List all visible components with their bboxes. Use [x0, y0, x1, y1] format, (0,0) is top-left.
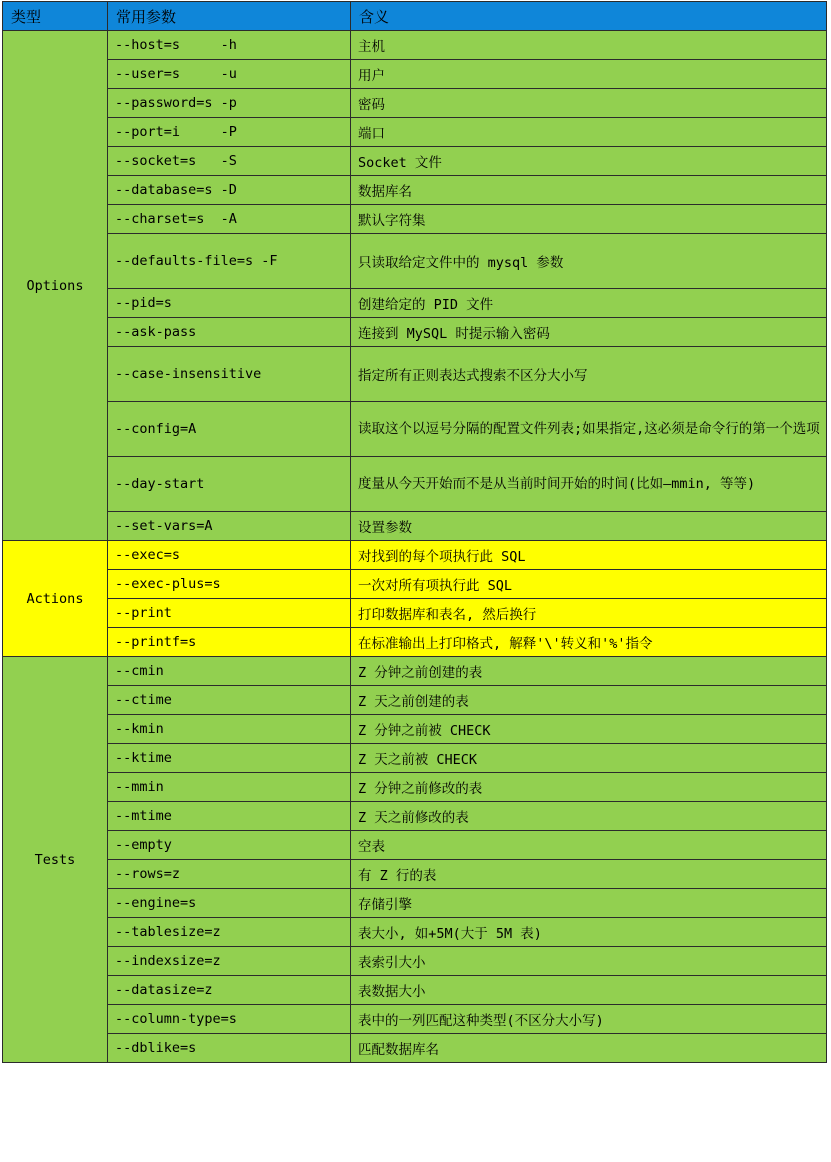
- table-row: [3, 686, 827, 715]
- param-cell: --rows=z: [108, 860, 351, 889]
- meaning-cell: 只读取给定文件中的 mysql 参数: [351, 234, 827, 289]
- table-row: [3, 802, 827, 831]
- meaning-cell: 主机: [351, 31, 827, 60]
- header-type: 类型: [3, 2, 108, 31]
- param-cell: --kmin: [108, 715, 351, 744]
- table-row: [3, 512, 827, 541]
- table-row: [3, 831, 827, 860]
- meaning-cell: 一次对所有项执行此 SQL: [351, 570, 827, 599]
- meaning-cell: 默认字符集: [351, 205, 827, 234]
- param-cell: --defaults-file=s -F: [108, 234, 351, 289]
- param-cell: --datasize=z: [108, 976, 351, 1005]
- table-row: [3, 402, 827, 457]
- param-cell: --host=s -h: [108, 31, 351, 60]
- table-row: [3, 60, 827, 89]
- meaning-cell: 在标准输出上打印格式, 解释'\'转义和'%'指令: [351, 628, 827, 657]
- header-param: 常用参数: [108, 2, 351, 31]
- meaning-cell: 有 Z 行的表: [351, 860, 827, 889]
- param-cell: --exec=s: [108, 541, 351, 570]
- table-row: [3, 318, 827, 347]
- param-cell: --user=s -u: [108, 60, 351, 89]
- meaning-cell: 读取这个以逗号分隔的配置文件列表;如果指定,这必须是命令行的第一个选项: [351, 402, 827, 457]
- mysql-find-options-table: [2, 1, 827, 1063]
- param-cell: --ctime: [108, 686, 351, 715]
- table-row: [3, 715, 827, 744]
- table-row: [3, 976, 827, 1005]
- meaning-cell: Z 天之前被 CHECK: [351, 744, 827, 773]
- param-cell: --print: [108, 599, 351, 628]
- meaning-cell: 密码: [351, 89, 827, 118]
- param-cell: --database=s -D: [108, 176, 351, 205]
- param-cell: --mtime: [108, 802, 351, 831]
- group-type-options: Options: [3, 31, 108, 541]
- meaning-cell: 打印数据库和表名, 然后换行: [351, 599, 827, 628]
- group-type-tests: Tests: [3, 657, 108, 1063]
- param-cell: --pid=s: [108, 289, 351, 318]
- table-row: [3, 457, 827, 512]
- table-row: [3, 89, 827, 118]
- param-cell: --engine=s: [108, 889, 351, 918]
- meaning-cell: Socket 文件: [351, 147, 827, 176]
- table-row: [3, 234, 827, 289]
- table-row: [3, 918, 827, 947]
- param-cell: --charset=s -A: [108, 205, 351, 234]
- param-cell: --day-start: [108, 457, 351, 512]
- param-cell: --empty: [108, 831, 351, 860]
- param-cell: --socket=s -S: [108, 147, 351, 176]
- param-cell: --case-insensitive: [108, 347, 351, 402]
- table-row: [3, 31, 827, 60]
- meaning-cell: 表中的一列匹配这种类型(不区分大小写): [351, 1005, 827, 1034]
- meaning-cell: 端口: [351, 118, 827, 147]
- meaning-cell: Z 分钟之前被 CHECK: [351, 715, 827, 744]
- table-row: [3, 118, 827, 147]
- meaning-cell: 用户: [351, 60, 827, 89]
- table-row: [3, 599, 827, 628]
- param-cell: --set-vars=A: [108, 512, 351, 541]
- meaning-cell: 空表: [351, 831, 827, 860]
- param-cell: --ask-pass: [108, 318, 351, 347]
- meaning-cell: 表大小, 如+5M(大于 5M 表): [351, 918, 827, 947]
- header-meaning: 含义: [351, 2, 827, 31]
- table-row: [3, 347, 827, 402]
- param-cell: --column-type=s: [108, 1005, 351, 1034]
- table-row: [3, 289, 827, 318]
- meaning-cell: Z 分钟之前创建的表: [351, 657, 827, 686]
- table-row: [3, 628, 827, 657]
- table-row: [3, 1005, 827, 1034]
- meaning-cell: 匹配数据库名: [351, 1034, 827, 1063]
- param-cell: --dblike=s: [108, 1034, 351, 1063]
- param-cell: --exec-plus=s: [108, 570, 351, 599]
- meaning-cell: Z 天之前修改的表: [351, 802, 827, 831]
- param-cell: --tablesize=z: [108, 918, 351, 947]
- param-cell: --config=A: [108, 402, 351, 457]
- meaning-cell: 度量从今天开始而不是从当前时间开始的时间(比如—mmin, 等等): [351, 457, 827, 512]
- table-row: [3, 860, 827, 889]
- header-row: [3, 2, 827, 31]
- param-cell: --indexsize=z: [108, 947, 351, 976]
- meaning-cell: 连接到 MySQL 时提示输入密码: [351, 318, 827, 347]
- param-cell: --mmin: [108, 773, 351, 802]
- table-row: [3, 176, 827, 205]
- table-row: [3, 147, 827, 176]
- param-cell: --port=i -P: [108, 118, 351, 147]
- table-row: [3, 657, 827, 686]
- meaning-cell: Z 分钟之前修改的表: [351, 773, 827, 802]
- table-row: [3, 773, 827, 802]
- table-row: [3, 570, 827, 599]
- param-cell: --ktime: [108, 744, 351, 773]
- meaning-cell: 创建给定的 PID 文件: [351, 289, 827, 318]
- meaning-cell: 对找到的每个项执行此 SQL: [351, 541, 827, 570]
- meaning-cell: 数据库名: [351, 176, 827, 205]
- param-cell: --printf=s: [108, 628, 351, 657]
- param-cell: --cmin: [108, 657, 351, 686]
- param-cell: --password=s -p: [108, 89, 351, 118]
- meaning-cell: 设置参数: [351, 512, 827, 541]
- table-row: [3, 541, 827, 570]
- table-row: [3, 947, 827, 976]
- meaning-cell: Z 天之前创建的表: [351, 686, 827, 715]
- group-type-actions: Actions: [3, 541, 108, 657]
- table-row: [3, 744, 827, 773]
- table-row: [3, 205, 827, 234]
- table-row: [3, 889, 827, 918]
- meaning-cell: 表索引大小: [351, 947, 827, 976]
- meaning-cell: 存储引擎: [351, 889, 827, 918]
- meaning-cell: 指定所有正则表达式搜索不区分大小写: [351, 347, 827, 402]
- meaning-cell: 表数据大小: [351, 976, 827, 1005]
- table-row: [3, 1034, 827, 1063]
